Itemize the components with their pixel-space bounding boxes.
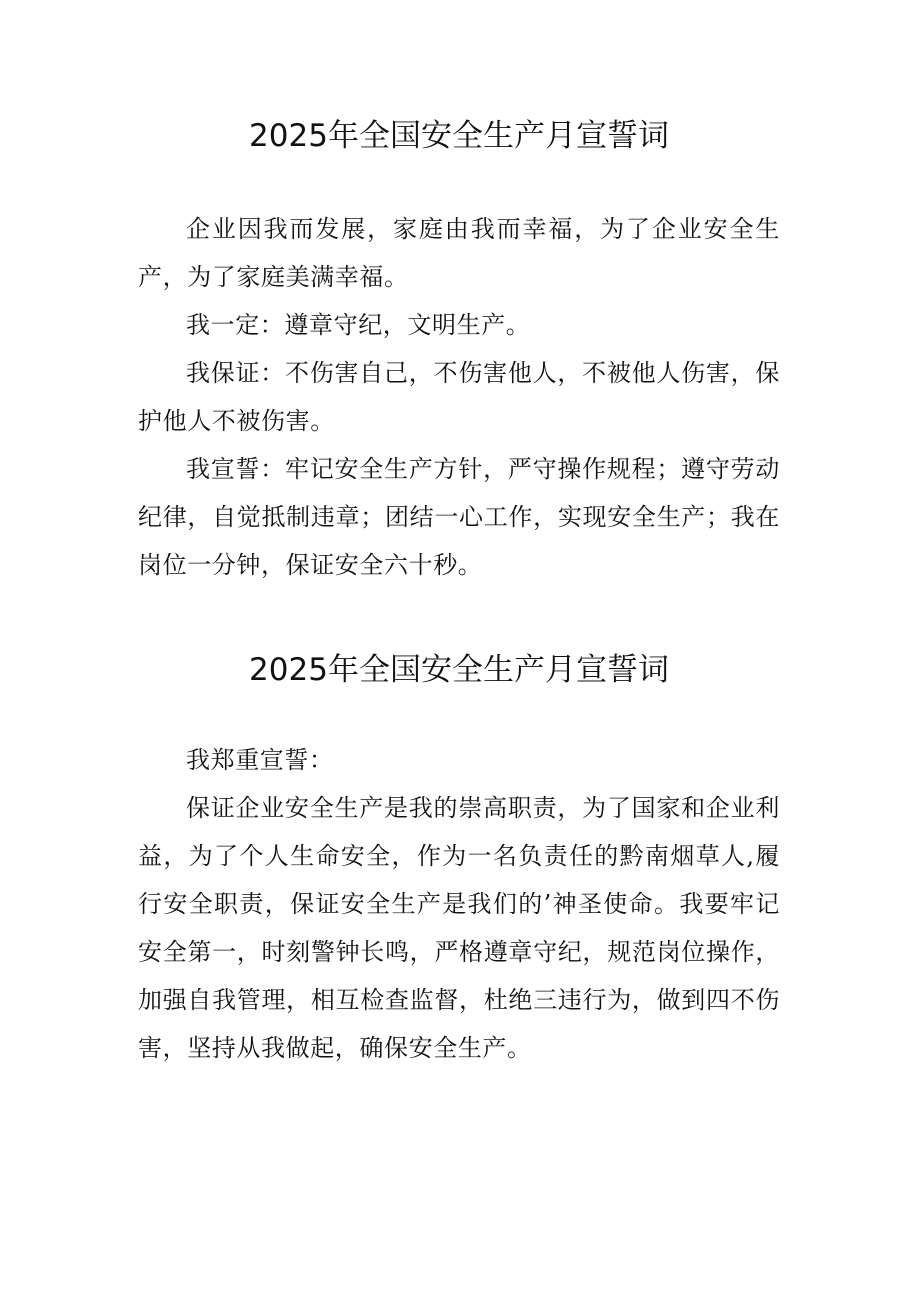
paragraph: 我一定：遵章守纪，文明生产。 xyxy=(186,311,531,339)
section-body xyxy=(138,736,780,1072)
paragraph: 我宣誓：牢记安全生产方针，严守操作规程；遵守劳动纪律，自觉抵制违章；团结一心工作，实现安全生产；我在岗位一分钟，保证安全六十秒。 xyxy=(138,455,780,579)
section-body xyxy=(138,205,780,589)
section-title: 2025年全国安全生产月宣誓词 xyxy=(249,652,669,688)
paragraph: 企业因我而发展，家庭由我而幸福，为了企业安全生产，为了家庭美满幸福。 xyxy=(138,215,780,291)
paragraph: 保证企业安全生产是我的崇高职责，为了国家和企业利益，为了个人生命安全，作为一名负责任的黔南烟草人,履行安全职责，保证安全生产是我们的’神圣使命。我要牢记安全第一，时刻警钟长鸣，严格遵章守纪，规范岗位操作，加强自我管理，相互检查监督，杜绝三违行为，做到四不伤害，坚持从我做起，确保安全生产。 xyxy=(138,794,780,1062)
paragraph: 我保证：不伤害自己，不伤害他人，不被他人伤害，保护他人不被伤害。 xyxy=(138,359,780,435)
section-title: 2025年全国安全生产月宣誓词 xyxy=(249,118,669,154)
paragraph: 我郑重宣誓： xyxy=(186,746,334,774)
oath-section-1 xyxy=(138,112,780,589)
oath-section-2 xyxy=(138,646,780,1072)
